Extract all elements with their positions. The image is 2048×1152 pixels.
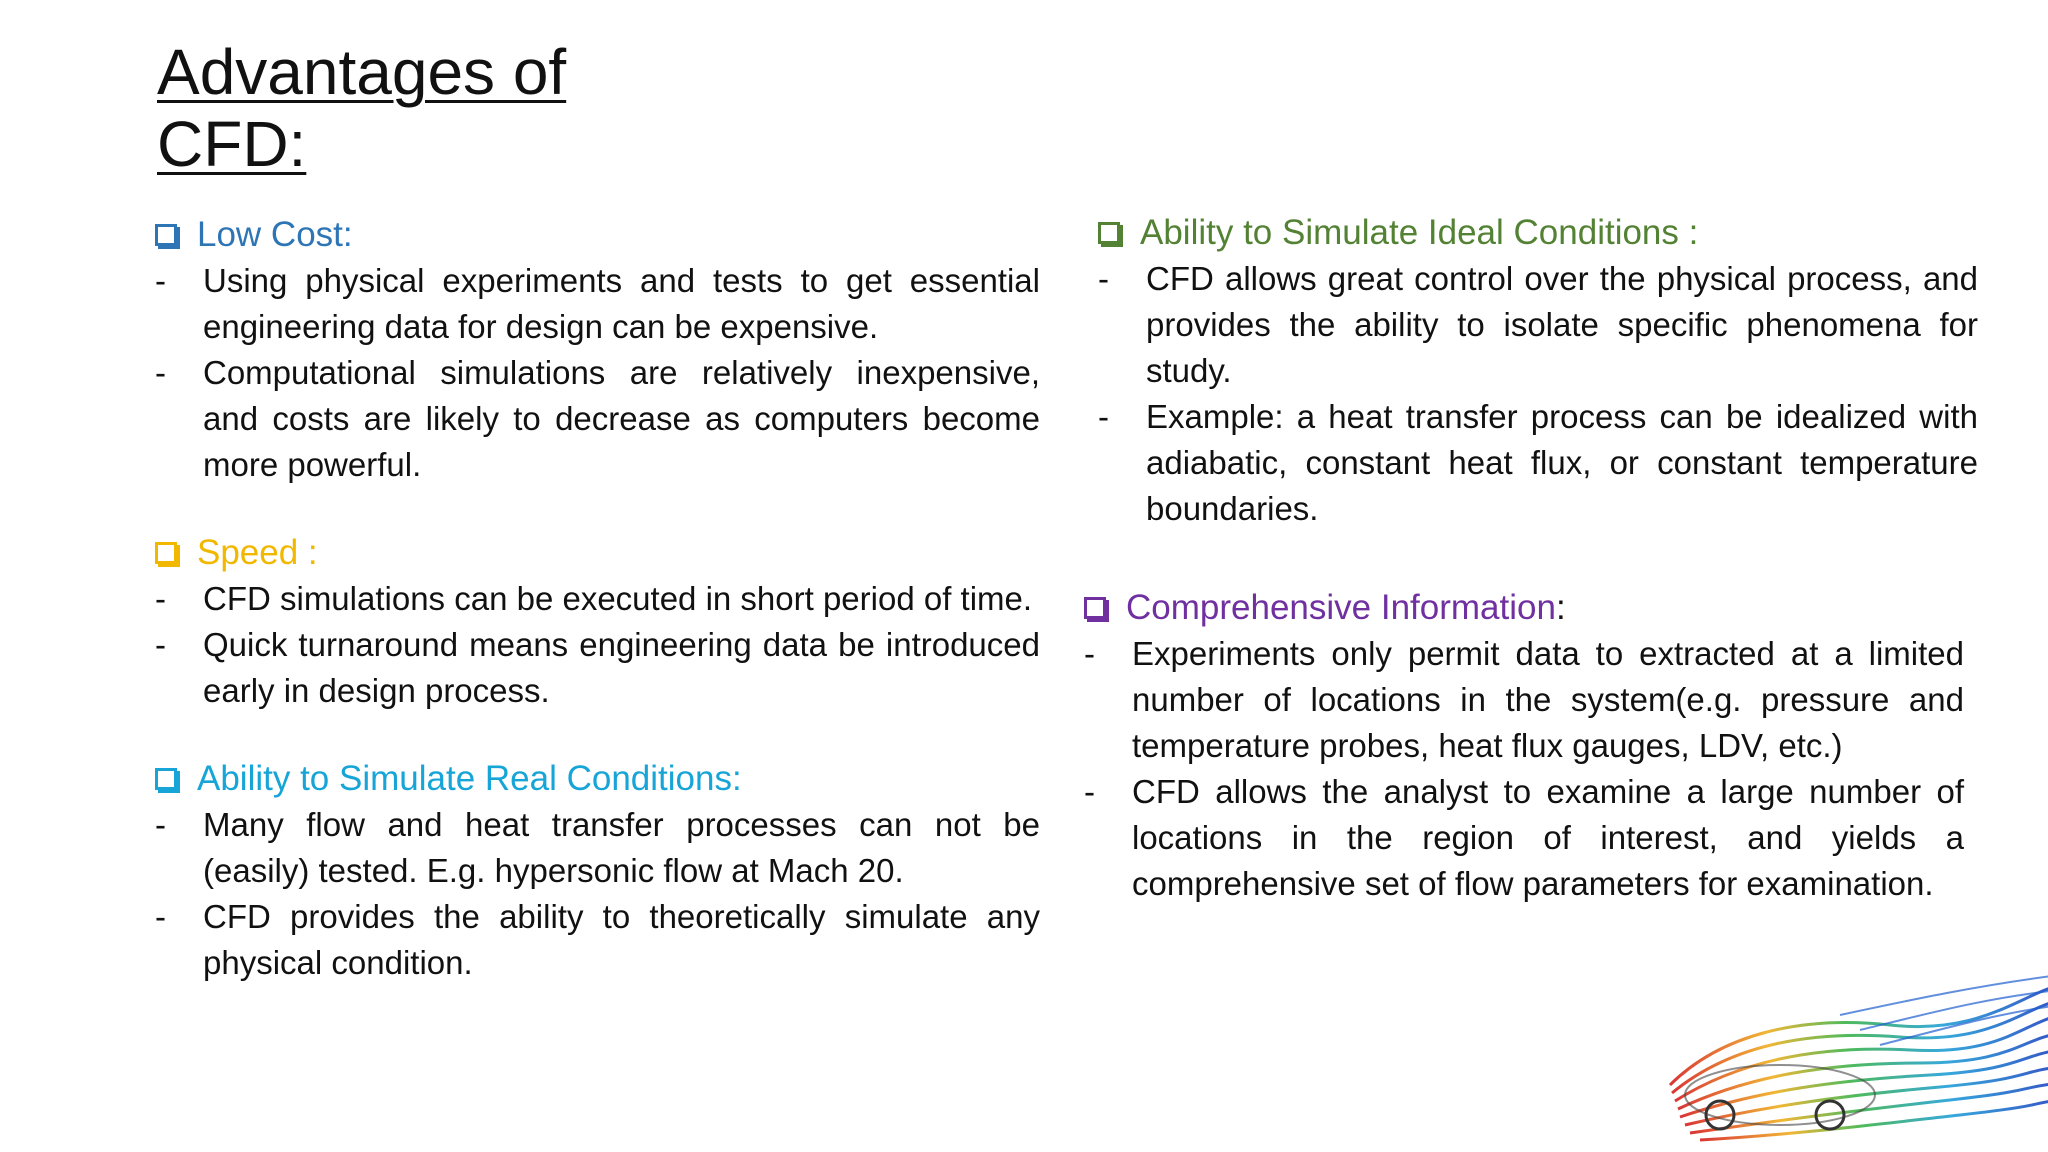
bullet-item bbox=[1084, 631, 1964, 769]
bullet-text: Experiments only permit data to extracted at a limited number of locations in the system(e.g. pressure and temperature probes, heat flux gauges, LDV, etc.) bbox=[1132, 635, 1964, 764]
bullet-list bbox=[1098, 256, 1978, 532]
left-column bbox=[155, 212, 1040, 1028]
heading-text: Ability to Simulate Real Conditions: bbox=[197, 759, 742, 798]
bullet-list bbox=[1084, 631, 1964, 907]
bullet-item bbox=[1098, 256, 1978, 394]
bullet-item bbox=[155, 894, 1040, 986]
right-column-top bbox=[1098, 210, 1978, 574]
dash-marker: - bbox=[1084, 635, 1095, 672]
slide-title bbox=[157, 36, 566, 180]
right-column-bottom bbox=[1084, 585, 1964, 949]
bullet-text: Computational simulations are relatively inexpensive, and costs are likely to decrease as computers become more powerful. bbox=[203, 354, 1040, 483]
bullet-list bbox=[155, 802, 1040, 986]
section-heading-speed bbox=[155, 530, 1040, 576]
checkbox-icon bbox=[1098, 222, 1120, 244]
checkbox-icon bbox=[155, 542, 177, 564]
section-heading-ideal-conditions bbox=[1098, 210, 1978, 256]
bullet-text: Quick turnaround means engineering data be introduced early in design process. bbox=[203, 626, 1040, 709]
bullet-text: Many flow and heat transfer processes can not be (easily) tested. E.g. hypersonic flow at Mach 20. bbox=[203, 806, 1040, 889]
dash-marker: - bbox=[155, 806, 166, 843]
dash-marker: - bbox=[1098, 260, 1109, 297]
bullet-text: Example: a heat transfer process can be idealized with adiabatic, constant heat flux, or constant temperature boundaries. bbox=[1146, 398, 1978, 527]
bullet-text: CFD simulations can be executed in short period of time. bbox=[203, 580, 1033, 617]
bullet-list bbox=[155, 258, 1040, 488]
bullet-text: CFD allows the analyst to examine a large number of locations in the region of interest, and yields a comprehensive set of flow parameters for examination. bbox=[1132, 773, 1964, 902]
bullet-item bbox=[1084, 769, 1964, 907]
bullet-item bbox=[155, 258, 1040, 350]
checkbox-icon bbox=[155, 768, 177, 790]
section-speed bbox=[155, 530, 1040, 714]
title-line-2: CFD: bbox=[157, 108, 307, 180]
dash-marker: - bbox=[155, 626, 166, 663]
bullet-text: Using physical experiments and tests to get essential engineering data for design can be expensive. bbox=[203, 262, 1040, 345]
section-ideal-conditions bbox=[1098, 210, 1978, 532]
bullet-item bbox=[155, 576, 1040, 622]
dash-marker: - bbox=[155, 354, 166, 391]
section-comprehensive bbox=[1084, 585, 1964, 907]
heading-text: Comprehensive Information bbox=[1126, 588, 1556, 627]
section-low-cost bbox=[155, 212, 1040, 488]
heading-suffix: : bbox=[1555, 588, 1566, 627]
bullet-item bbox=[155, 350, 1040, 488]
heading-text: Low Cost: bbox=[197, 215, 353, 254]
cfd-car-streamlines-image bbox=[1660, 975, 2048, 1152]
bullet-text: CFD provides the ability to theoretically simulate any physical condition. bbox=[203, 898, 1040, 981]
dash-marker: - bbox=[1098, 398, 1109, 435]
section-heading-comprehensive bbox=[1084, 585, 1964, 631]
dash-marker: - bbox=[155, 262, 166, 299]
dash-marker: - bbox=[155, 898, 166, 935]
section-heading-real-conditions bbox=[155, 756, 1040, 802]
bullet-item bbox=[1098, 394, 1978, 532]
bullet-item bbox=[155, 802, 1040, 894]
dash-marker: - bbox=[155, 580, 166, 617]
checkbox-icon bbox=[155, 224, 177, 246]
heading-text: Ability to Simulate Ideal Conditions : bbox=[1140, 213, 1699, 252]
bullet-list bbox=[155, 576, 1040, 714]
section-real-conditions bbox=[155, 756, 1040, 986]
checkbox-icon bbox=[1084, 597, 1106, 619]
heading-text: Speed : bbox=[197, 533, 318, 572]
dash-marker: - bbox=[1084, 773, 1095, 810]
section-heading-low-cost bbox=[155, 212, 1040, 258]
title-line-1: Advantages of bbox=[157, 36, 567, 108]
bullet-text: CFD allows great control over the physical process, and provides the ability to isolate specific phenomena for study. bbox=[1146, 260, 1978, 389]
bullet-item bbox=[155, 622, 1040, 714]
